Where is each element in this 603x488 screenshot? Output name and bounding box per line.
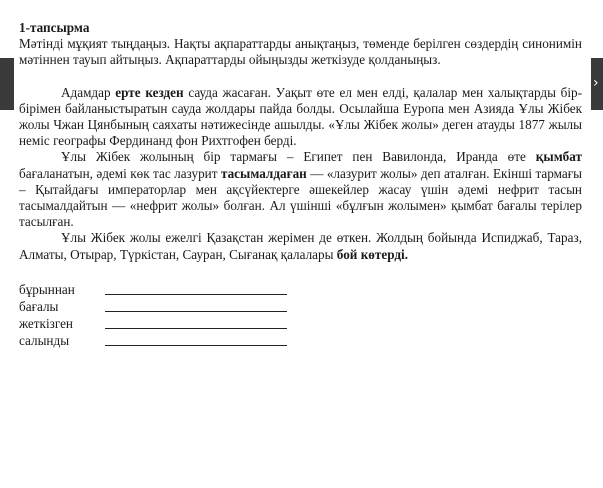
chevron-right-icon[interactable]: › [593, 75, 599, 91]
word-row [19, 281, 582, 298]
word-label: бұрыннан [19, 281, 75, 297]
left-edge-overlay [0, 58, 14, 110]
paragraph-1 [19, 85, 582, 150]
word-label: салынды [19, 332, 70, 348]
p2-bold-a: қымбат [535, 149, 582, 165]
p1-text-b: сауда жасаған. Уақыт өте ел мен елді, қалалар мен халықтарды бір-бірімен байланыстыратын сауда жолдары пайда болды. Осылайша Еуропа мен Азияда Ұлы Жібек жолы Чжан Цянбының саяхаты нәтижесінде ашылды. «Ұлы Жібек жолы» деген атауды 1877 жылы неміс географы Фердинанд фон Рихтгофен берді. [19, 84, 582, 149]
paragraph-3 [19, 230, 582, 262]
word-row [19, 315, 582, 332]
paragraph-2 [19, 149, 582, 230]
task-title: 1-тапсырма [19, 20, 90, 35]
answer-line [105, 294, 287, 295]
word-row [19, 332, 582, 349]
p1-bold-a: ерте кезден [115, 84, 184, 100]
p1-text-a: Адамдар [61, 84, 116, 100]
word-label: жеткізген [19, 315, 73, 331]
p2-text-b: бағаланатын, әдемі көк тас лазурит [19, 165, 221, 181]
p2-text-c: — «лазурит жолы» деп аталған. Екінші тармағы – Қытайдағы императорлар мен ақсүйектерге әшекейлер жасау үшін әдемі нефрит тасын тасымалдайтын — «нефрит жолы» болған. Ал үшінші «бұлғын жолымен» қымбат бағалы терілер тасылған. [19, 165, 582, 230]
task-instruction: Мәтінді мұқият тыңдаңыз. Нақты ақпараттарды анықтаңыз, төменде берілген сөздердің синонимін мәтіннен тауып айтыңыз. Ақпараттарды ойыңызды жеткізуде қолданыңыз. [19, 36, 582, 68]
answer-line [105, 311, 287, 312]
p2-text-a: Ұлы Жібек жолының бір тармағы – Египет пен Вавилонда, Иранда өте [61, 149, 536, 165]
answer-line [105, 345, 287, 346]
word-row [19, 298, 582, 315]
p3-text-a: Ұлы Жібек жолы ежелгі Қазақстан жерімен де өткен. Жолдың бойында Испиджаб, Тараз, Алматы, Отырар, Түркістан, Сауран, Сығанақ қалалары [19, 230, 582, 262]
p2-bold-b: тасымалдаған [220, 165, 307, 181]
word-label: бағалы [19, 298, 59, 314]
document-page [19, 20, 582, 349]
word-list [19, 281, 582, 349]
p3-bold-a: бой көтерді. [336, 246, 409, 262]
right-edge-overlay [591, 58, 603, 110]
answer-line [105, 328, 287, 329]
